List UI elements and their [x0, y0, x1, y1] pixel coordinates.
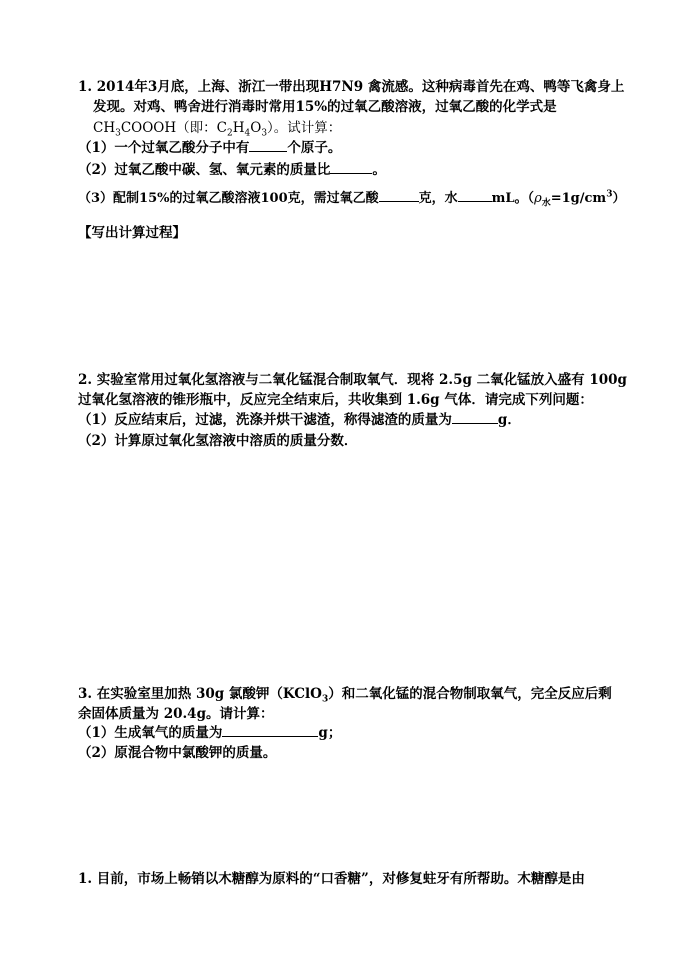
answer-blank[interactable]	[330, 161, 372, 174]
q2-sub-2: （2）计算原过氧化氢溶液中溶质的质量分数．	[78, 433, 358, 449]
q1-sub-3-end: ）	[612, 191, 626, 206]
q1-process-heading: 【写出计算过程】	[78, 225, 186, 241]
q1-sub-3-unit: mL。（	[491, 191, 535, 206]
formula-part: H	[232, 120, 245, 136]
rho-subscript: 水	[541, 198, 551, 209]
q1-line-1: 1. 2014年3月底，上海、浙江一带出现H7N9 禽流感。这种病毒首先在鸡、鸭等飞禽身上	[78, 79, 625, 95]
answer-blank[interactable]	[452, 411, 498, 424]
q3-sub-1	[78, 724, 341, 742]
q3-line-1-text: 3. 在实验室里加热 30g 氯酸钾（KClO	[78, 686, 322, 702]
q1-formula-line	[93, 119, 341, 137]
density-superscript: 3	[606, 189, 613, 200]
q3-sub-1-text: （1）生成氧气的质量为	[78, 725, 223, 741]
rho-symbol: ρ	[534, 191, 542, 206]
answer-blank[interactable]	[458, 189, 492, 202]
q2-sub-1	[78, 411, 521, 429]
q1-sub-2-text: （2）过氧乙酸中碳、氢、氧元素的质量比	[78, 162, 331, 178]
q1-sub-2	[78, 161, 386, 179]
formula-part: CH	[93, 120, 116, 136]
answer-blank[interactable]	[222, 724, 318, 737]
formula-part: ）。试计算：	[267, 120, 342, 136]
q3-sub-1-unit: g；	[318, 725, 342, 741]
q2-sub-1-unit: g．	[497, 412, 521, 428]
q3-line-2: 余固体质量为 20.4g。请计算：	[78, 706, 274, 722]
q2-line-1: 2. 实验室常用过氧化氢溶液与二氧化锰混合制取氧气．现将 2.5g 二氧化锰放入盛有 100g	[78, 372, 627, 388]
q1-sub-1	[78, 139, 341, 157]
q4-line-1: 1. 目前，市场上畅销以木糖醇为原料的“口香糖”，对修复蛀牙有所帮助。木糖醇是由	[78, 871, 585, 887]
formula-sub: 3	[115, 128, 121, 139]
formula-sub: 2	[226, 128, 233, 139]
q1-sub-3-text: （3）配制15%的过氧乙酸溶液100克，需过氧乙酸	[78, 191, 379, 206]
formula-part: O	[250, 120, 262, 136]
q1-sub-1-tail: 个原子。	[287, 140, 342, 156]
q3-line-1-tail: ）和二氧化锰的混合物制取氧气，完全反应后剩	[328, 686, 612, 702]
formula-part: COOOH（即：C	[120, 120, 227, 136]
formula-sub: 3	[321, 694, 329, 705]
answer-blank[interactable]	[379, 189, 419, 202]
formula-sub: 4	[244, 128, 251, 139]
q1-sub-3-mid: 克，水	[418, 191, 458, 206]
q2-sub-1-text: （1）反应结束后，过滤，洗涤并烘干滤渣，称得滤渣的质量为	[78, 412, 452, 428]
q1-line-2: 发现。对鸡、鸭舍进行消毒时常用15%的过氧乙酸溶液，过氧乙酸的化学式是	[93, 99, 557, 115]
q1-sub-1-text: （1）一个过氧乙酸分子中有	[78, 140, 250, 156]
q3-line-1	[78, 685, 612, 703]
q1-sub-2-tail: 。	[372, 162, 386, 178]
formula-sub: 3	[261, 128, 268, 139]
answer-blank[interactable]	[249, 139, 287, 152]
q1-sub-3-density: =1g/cm	[550, 191, 607, 206]
q1-sub-3	[78, 189, 625, 208]
q2-line-2: 过氧化氢溶液的锥形瓶中，反应完全结束后，共收集到 1.6g 气体．请完成下列问题：	[78, 392, 593, 408]
q3-sub-2: （2）原混合物中氯酸钾的质量。	[78, 745, 277, 761]
